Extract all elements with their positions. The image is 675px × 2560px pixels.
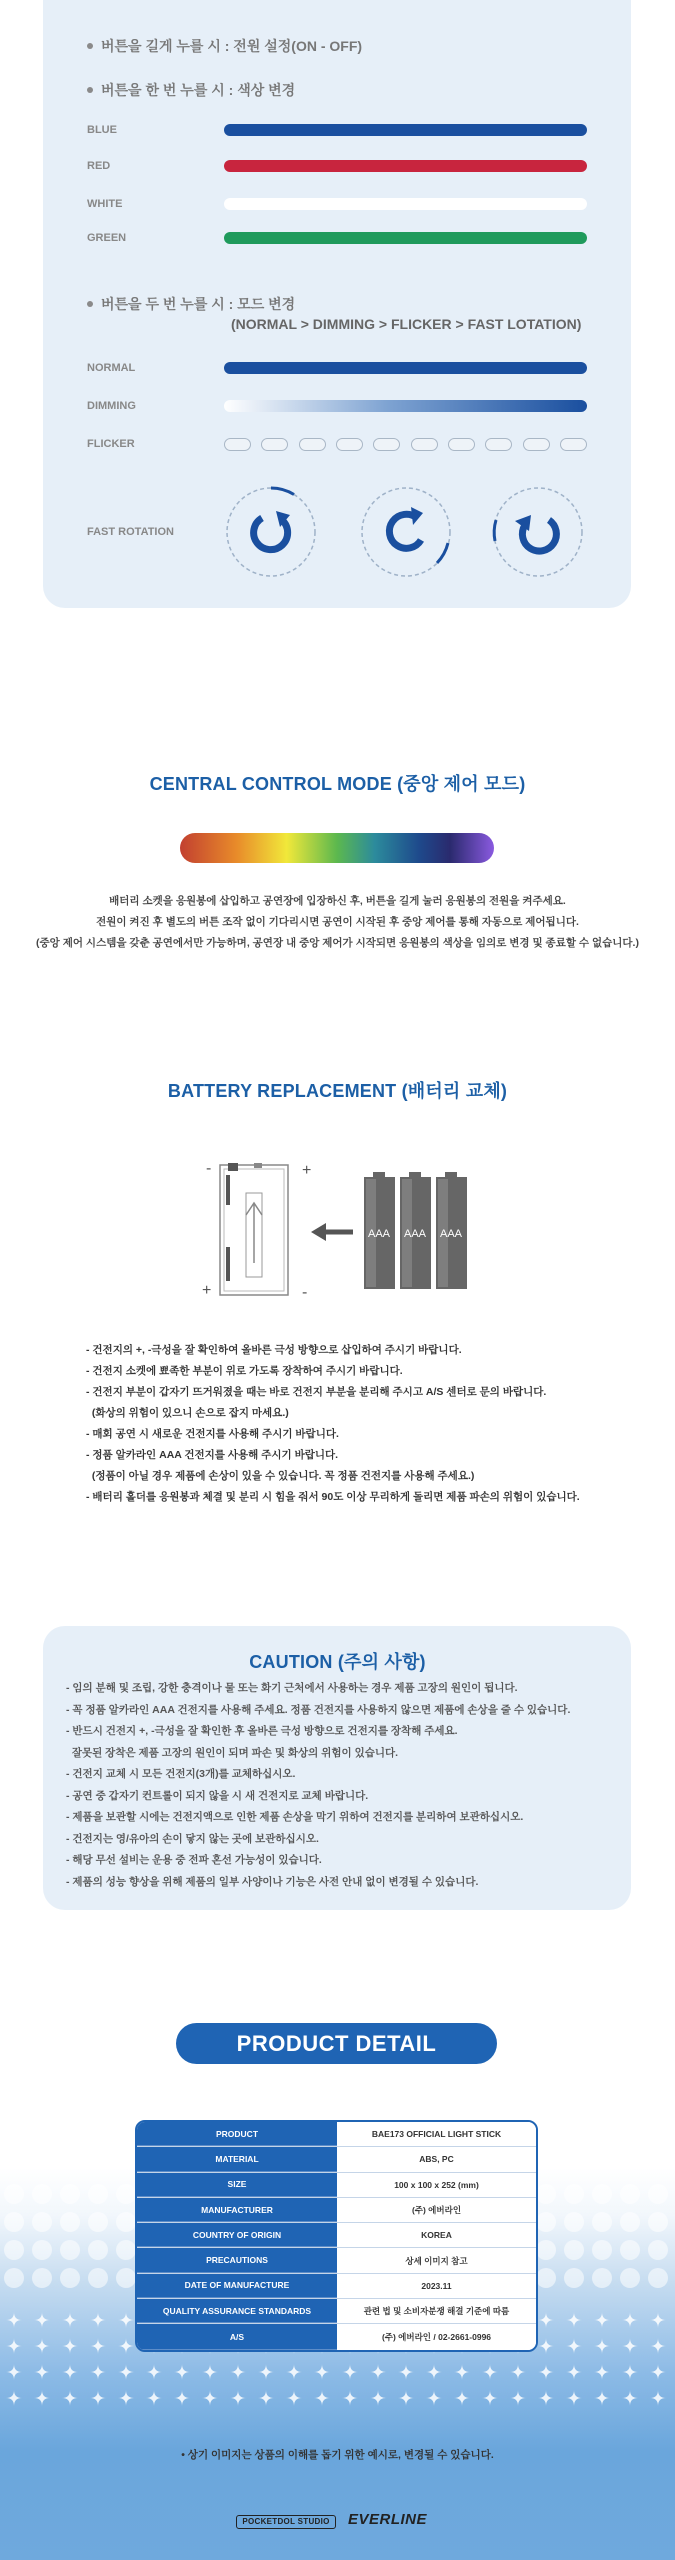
pattern-circle (620, 2268, 640, 2288)
plus-sign: + (302, 1162, 312, 1179)
pattern-circle (88, 2268, 108, 2288)
color-bar-green (224, 232, 587, 244)
pattern-star (622, 2364, 638, 2380)
pattern-circle (564, 2212, 584, 2232)
row-key: DATE OF MANUFACTURE (137, 2274, 337, 2298)
mode-label-dimming: DIMMING (87, 400, 136, 412)
caution-line: - 건전지는 영/유아의 손이 닿지 않는 곳에 보관하십시오. (66, 1832, 319, 1845)
flicker-segment (373, 438, 400, 451)
pattern-star (622, 2390, 638, 2406)
flicker-segment (224, 438, 251, 451)
pattern-circle (564, 2268, 584, 2288)
bullet-dot (87, 87, 93, 93)
plus-sign: + (202, 1282, 212, 1299)
row-key: PRODUCT (137, 2122, 337, 2146)
pattern-circle (648, 2240, 668, 2260)
pattern-star (426, 2364, 442, 2380)
pattern-star (6, 2390, 22, 2406)
pattern-star (118, 2312, 134, 2328)
pattern-star (482, 2390, 498, 2406)
pattern-star (90, 2390, 106, 2406)
rotation-icon (491, 485, 585, 579)
pattern-star (34, 2338, 50, 2354)
pattern-star (510, 2364, 526, 2380)
pattern-circle (4, 2268, 24, 2288)
pattern-circle (116, 2212, 136, 2232)
pattern-star (202, 2364, 218, 2380)
row-key: QUALITY ASSURANCE STANDARDS (137, 2299, 337, 2323)
central-control-title: CENTRAL CONTROL MODE (중앙 제어 모드) (149, 774, 526, 794)
pattern-star (34, 2390, 50, 2406)
mode-bar-flicker (224, 438, 587, 451)
table-row (137, 2248, 536, 2273)
pattern-circle (4, 2240, 24, 2260)
pattern-circle (32, 2268, 52, 2288)
pattern-circle (620, 2184, 640, 2204)
pattern-circle (592, 2240, 612, 2260)
pattern-star (566, 2364, 582, 2380)
battery-holder (220, 1163, 288, 1295)
central-control-description (0, 891, 675, 954)
flicker-segment (411, 438, 438, 451)
product-detail-table (135, 2120, 538, 2352)
pattern-star (566, 2312, 582, 2328)
pattern-circle (536, 2212, 556, 2232)
table-row (137, 2122, 536, 2147)
pattern-star (90, 2364, 106, 2380)
pattern-star (454, 2364, 470, 2380)
mode-label-flicker: FLICKER (87, 438, 135, 450)
table-row (137, 2198, 536, 2223)
pattern-star (538, 2364, 554, 2380)
table-row (137, 2147, 536, 2172)
table-row (137, 2173, 536, 2198)
caution-line: - 임의 분해 및 조립, 강한 충격이나 물 또는 화기 근처에서 사용하는 경우 제품 고장의 원인이 됩니다. (66, 1682, 518, 1694)
pattern-circle (32, 2212, 52, 2232)
minus-sign: - (206, 1160, 212, 1177)
pattern-star (510, 2390, 526, 2406)
press-long-instruction: 버튼을 길게 누를 시 : 전원 설정(ON - OFF) (87, 36, 362, 56)
aaa-battery (364, 1172, 395, 1289)
pattern-star (426, 2390, 442, 2406)
pattern-star (174, 2364, 190, 2380)
mode-bar-dimming (224, 400, 587, 412)
pattern-circle (4, 2212, 24, 2232)
pattern-star (594, 2312, 610, 2328)
pattern-star (370, 2364, 386, 2380)
pattern-star (230, 2364, 246, 2380)
pattern-star (650, 2364, 666, 2380)
pattern-star (258, 2390, 274, 2406)
pattern-star (146, 2364, 162, 2380)
color-label-red: RED (87, 160, 111, 172)
pattern-star (622, 2338, 638, 2354)
pattern-star (342, 2364, 358, 2380)
pattern-star (6, 2364, 22, 2380)
rotation-icon (224, 485, 318, 579)
pattern-star (174, 2390, 190, 2406)
caution-title: CAUTION (주의 사항) (249, 1652, 426, 1672)
pattern-circle (88, 2212, 108, 2232)
pattern-star (594, 2338, 610, 2354)
color-label-blue: BLUE (87, 124, 117, 136)
flicker-segment (485, 438, 512, 451)
instruction-line: - 건전지 소켓에 뾰족한 부분이 위로 가도록 장착하여 주시기 바랍니다. (86, 1365, 403, 1377)
pattern-star (34, 2364, 50, 2380)
pattern-star (6, 2338, 22, 2354)
instruction-line: - 정품 알카라인 AAA 건전지를 사용해 주시기 바랍니다. (86, 1449, 339, 1461)
pattern-star (314, 2390, 330, 2406)
pattern-star (622, 2312, 638, 2328)
bullet-dot (87, 301, 93, 307)
flicker-segment (299, 438, 326, 451)
row-value: (주) 에버라인 / 02-2661-0996 (337, 2324, 536, 2349)
pattern-star (62, 2364, 78, 2380)
pattern-star (650, 2390, 666, 2406)
description-line: (중앙 제어 시스템을 갖춘 공연에서만 가능하며, 공연장 내 중앙 제어가 시작되면 응원봉의 색상을 임의로 변경 및 종료할 수 없습니다.) (36, 937, 639, 949)
minus-sign: - (302, 1284, 308, 1301)
control-panel (43, 0, 631, 608)
pattern-circle (536, 2184, 556, 2204)
rainbow-gradient-bar (180, 833, 494, 863)
pattern-circle (116, 2184, 136, 2204)
battery-replacement-title: BATTERY REPLACEMENT (배터리 교체) (167, 1081, 508, 1101)
pattern-circle (60, 2240, 80, 2260)
row-value: 상세 이미지 참고 (337, 2248, 536, 2272)
row-key: A/S (137, 2324, 337, 2349)
pattern-star (34, 2312, 50, 2328)
battery-instructions (86, 1340, 646, 1508)
pattern-circle (592, 2184, 612, 2204)
pattern-star (538, 2338, 554, 2354)
instruction-line: - 배터리 홀더를 응원봉과 체결 및 분리 시 힘을 줘서 90도 이상 무리하게 돌리면 제품 파손의 위험이 있습니다. (86, 1491, 580, 1503)
pattern-star (286, 2390, 302, 2406)
pattern-star (398, 2364, 414, 2380)
pattern-circle (592, 2268, 612, 2288)
pattern-circle (116, 2268, 136, 2288)
description-line: 배터리 소켓을 응원봉에 삽입하고 공연장에 입장하신 후, 버튼을 길게 눌러 응원봉의 전원을 켜주세요. (109, 895, 566, 907)
row-value: 관련 법 및 소비자분쟁 해결 기준에 따름 (337, 2299, 536, 2323)
color-label-white: WHITE (87, 198, 123, 210)
row-key: SIZE (137, 2173, 337, 2197)
press-once-instruction: 버튼을 한 번 누를 시 : 색상 변경 (87, 80, 295, 100)
pattern-star (62, 2312, 78, 2328)
pattern-circle (536, 2268, 556, 2288)
pocketdol-studio-logo: POCKETDOL STUDIO (236, 2515, 336, 2529)
row-key: COUNTRY OF ORIGIN (137, 2223, 337, 2247)
row-value: BAE173 OFFICIAL LIGHT STICK (337, 2122, 536, 2146)
flicker-segment (523, 438, 550, 451)
row-value: ABS, PC (337, 2147, 536, 2171)
pattern-circle (620, 2240, 640, 2260)
pattern-star (342, 2390, 358, 2406)
aaa-battery (400, 1172, 431, 1289)
mode-label-normal: NORMAL (87, 362, 136, 374)
instruction-line: - 매회 공연 시 새로운 건전지를 사용해 주시기 바랍니다. (86, 1428, 339, 1440)
image-disclaimer: • 상기 이미지는 상품의 이해를 돕기 위한 예시로, 변경될 수 있습니다. (181, 2449, 494, 2461)
bullet-dot (87, 43, 93, 49)
pattern-star (538, 2390, 554, 2406)
product-detail-title: PRODUCT DETAIL (176, 2023, 497, 2064)
pattern-star (62, 2390, 78, 2406)
caution-list (66, 1678, 626, 1893)
table-row (137, 2223, 536, 2248)
row-key: MATERIAL (137, 2147, 337, 2171)
pattern-star (118, 2390, 134, 2406)
color-label-green: GREEN (87, 232, 127, 244)
pattern-star (146, 2390, 162, 2406)
row-value: (주) 에버라인 (337, 2198, 536, 2222)
pattern-circle (648, 2212, 668, 2232)
pattern-circle (60, 2212, 80, 2232)
color-bar-red (224, 160, 587, 172)
row-value: 2023.11 (337, 2274, 536, 2298)
rotation-icon (359, 485, 453, 579)
row-value: KOREA (337, 2223, 536, 2247)
pattern-star (594, 2390, 610, 2406)
pattern-circle (648, 2268, 668, 2288)
table-row (137, 2274, 536, 2299)
caution-line: - 해당 무선 설비는 운용 중 전파 혼선 가능성이 있습니다. (66, 1854, 322, 1866)
pattern-star (482, 2364, 498, 2380)
pattern-star (118, 2364, 134, 2380)
pattern-star (538, 2312, 554, 2328)
pattern-star (62, 2338, 78, 2354)
battery-diagram (198, 1155, 478, 1305)
caution-line: - 꼭 정품 알카라인 AAA 건전지를 사용해 주세요. 정품 건전지를 사용하지 않으면 제품에 손상을 줄 수 있습니다. (66, 1703, 571, 1716)
aaa-battery (436, 1172, 467, 1289)
pattern-star (118, 2338, 134, 2354)
pattern-circle (88, 2184, 108, 2204)
mode-label-fast-rotation: FAST ROTATION (87, 526, 174, 538)
caution-line: - 제품을 보관할 시에는 건전지액으로 인한 제품 손상을 막기 위하여 건전지를 분리하여 보관하십시오. (66, 1811, 524, 1823)
insert-arrow-icon (311, 1223, 353, 1241)
table-row (137, 2324, 536, 2349)
pattern-circle (32, 2184, 52, 2204)
instruction-line: (정품이 아닐 경우 제품에 손상이 있을 수 있습니다. 꼭 정품 건전지를 사용해 주세요.) (86, 1470, 475, 1482)
flicker-segment (336, 438, 363, 451)
pattern-star (398, 2390, 414, 2406)
pattern-star (650, 2312, 666, 2328)
pattern-circle (4, 2184, 24, 2204)
pattern-star (202, 2390, 218, 2406)
instruction-line: - 건전지의 +, -극성을 잘 확인하여 올바른 극성 방향으로 삽입하여 주시기 바랍니다. (86, 1344, 462, 1356)
pattern-circle (60, 2268, 80, 2288)
mode-bar-normal (224, 362, 587, 374)
row-key: PRECAUTIONS (137, 2248, 337, 2272)
pattern-circle (564, 2240, 584, 2260)
pattern-circle (88, 2240, 108, 2260)
pattern-circle (60, 2184, 80, 2204)
color-bar-white (224, 198, 587, 210)
pattern-star (230, 2390, 246, 2406)
pattern-circle (564, 2184, 584, 2204)
instruction-line: (화상의 위험이 있으니 손으로 잡지 마세요.) (86, 1407, 289, 1419)
press-twice-instruction: 버튼을 두 번 누를 시 : 모드 변경 (87, 294, 295, 314)
cell-label: AAA (403, 1228, 427, 1240)
pattern-star (90, 2338, 106, 2354)
pattern-circle (592, 2212, 612, 2232)
everline-logo: EVERLINE (348, 2511, 428, 2528)
pattern-circle (116, 2240, 136, 2260)
pattern-star (314, 2364, 330, 2380)
pattern-star (566, 2390, 582, 2406)
caution-line: - 반드시 건전지 +, -극성을 잘 확인한 후 올바른 극성 방향으로 건전지를 장착해 주세요. (66, 1725, 458, 1737)
mode-sequence: (NORMAL > DIMMING > FLICKER > FAST LOTATION) (231, 316, 582, 332)
row-value: 100 x 100 x 252 (mm) (337, 2173, 536, 2197)
pattern-circle (620, 2212, 640, 2232)
row-key: MANUFACTURER (137, 2198, 337, 2222)
flicker-segment (560, 438, 587, 451)
pattern-star (90, 2312, 106, 2328)
pattern-circle (32, 2240, 52, 2260)
pattern-star (286, 2364, 302, 2380)
pattern-circle (536, 2240, 556, 2260)
cell-label: AAA (367, 1228, 391, 1240)
pattern-star (566, 2338, 582, 2354)
flicker-segment (261, 438, 288, 451)
description-line: 전원이 켜진 후 별도의 버튼 조작 없이 기다리시면 공연이 시작된 후 중앙 제어를 통해 자동으로 제어됩니다. (96, 916, 579, 928)
pattern-circle (648, 2184, 668, 2204)
pattern-star (594, 2364, 610, 2380)
pattern-star (370, 2390, 386, 2406)
cell-label: AAA (439, 1228, 463, 1240)
pattern-star (6, 2312, 22, 2328)
instruction-line: - 건전지 부분이 갑자기 뜨거워졌을 때는 바로 건전지 부분을 분리해 주시고 A/S 센터로 문의 바랍니다. (86, 1386, 547, 1398)
caution-line: 잘못된 장착은 제품 고장의 원인이 되며 파손 및 화상의 위험이 있습니다. (66, 1746, 399, 1759)
pattern-star (454, 2390, 470, 2406)
pattern-star (258, 2364, 274, 2380)
table-row (137, 2299, 536, 2324)
flicker-segment (448, 438, 475, 451)
caution-line: - 건전지 교체 시 모든 건전지(3개)를 교체하십시오. (66, 1768, 296, 1780)
pattern-star (650, 2338, 666, 2354)
caution-line: - 공연 중 갑자기 컨트롤이 되지 않을 시 새 건전지로 교체 바랍니다. (66, 1789, 369, 1802)
color-bar-blue (224, 124, 587, 136)
caution-line: - 제품의 성능 향상을 위해 제품의 일부 사양이나 기능은 사전 안내 없이 변경될 수 있습니다. (66, 1875, 479, 1888)
